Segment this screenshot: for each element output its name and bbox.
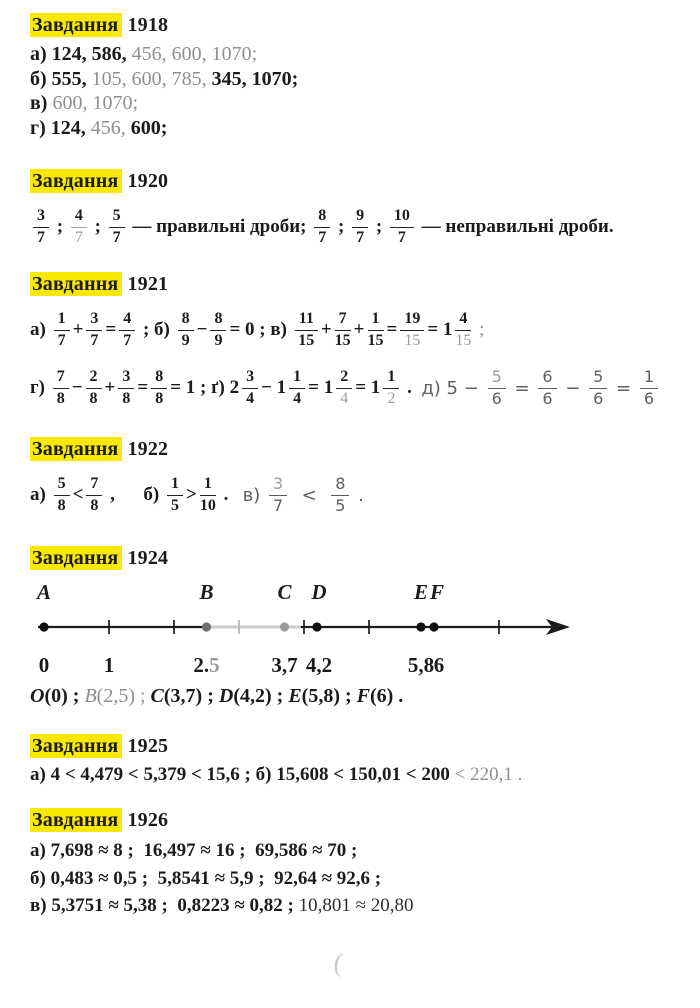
task-heading-word: Завдання [30,734,122,758]
fraction [390,207,414,247]
text-run: E [288,685,302,707]
task-section [30,809,684,920]
text-run: а) 124, 586, [30,43,132,65]
text-run: б) 0,483 ≈ 0,5 ; 5,8541 ≈ 5,9 ; 92,64 ≈ 92,6 ; [30,867,382,889]
task-section [30,273,684,412]
fraction [335,310,351,350]
math-line [30,91,684,116]
point-dot [202,622,211,631]
fraction-denominator: 15 [455,331,472,349]
text-run: (6) . [369,685,404,707]
fraction-numerator: 5 [109,207,125,227]
fraction-numerator: 8 [151,368,167,388]
task-heading [30,273,684,296]
fraction-numerator: 2 [336,368,352,388]
text-run: = [105,319,117,340]
task-heading-word: Завдання [30,13,122,37]
fraction [33,207,49,247]
text-run: D [218,685,234,707]
point-letter: B [199,580,214,604]
math-line [30,684,684,709]
text-run: . [352,484,364,506]
fraction [109,207,125,247]
task-heading [30,170,684,193]
math-line [30,67,684,92]
point-letter: E [413,580,429,604]
task-heading-word: Завдання [30,546,122,570]
math-line [30,763,684,788]
point-letter: A [36,580,52,604]
fraction [589,368,607,408]
text-run: ; [89,216,106,237]
text-run: (3,7) ; [163,685,219,707]
text-run: > [185,484,197,505]
task-heading-number: 1921 [127,273,169,295]
fraction-numerator: 6 [538,368,556,388]
fraction-denominator: 7 [356,228,365,246]
fraction-numerator: 8 [331,475,349,495]
fraction [538,368,556,408]
fraction [210,310,226,350]
axis-label: 0 [38,653,50,677]
fraction [352,207,368,247]
task-heading-number: 1925 [127,734,169,757]
fraction-denominator: 5 [170,496,179,514]
text-run: — правильні дроби; [127,216,312,237]
fraction-denominator: 7 [112,228,121,246]
point-dot [280,622,289,631]
task-heading [30,735,684,758]
text-run: O [30,685,45,707]
fraction-numerator: 8 [178,310,194,330]
text-run: C [150,685,164,707]
fraction-numerator: 11 [295,310,318,330]
fraction [86,368,102,408]
fraction [242,368,258,408]
fraction [269,475,287,515]
text-run: (2,5) ; [96,685,151,707]
fraction-numerator: 1 [368,310,384,330]
fraction-numerator: 1 [383,368,399,388]
task-heading [30,809,684,832]
fraction [151,368,167,408]
text-run: = [137,377,149,398]
fraction [295,310,318,350]
fraction-numerator: 1 [289,368,305,388]
text-run: 105, 600, 785, [91,67,207,90]
fraction [400,310,424,350]
math-line [30,306,684,354]
fraction [86,310,102,350]
fraction-denominator: 9 [214,331,223,349]
text-run: − [196,319,208,340]
fraction [53,368,69,408]
axis-label: 1 [103,653,115,677]
text-run: ; [371,216,387,237]
axis-label: 5,8 [407,653,435,677]
fraction-numerator: 3 [269,475,287,495]
fraction-numerator: 1 [167,475,183,495]
fraction [455,310,471,350]
fraction-numerator: 3 [242,368,258,388]
text-run: < [72,484,84,505]
text-run: , б) [105,484,164,505]
fraction-denominator: 7 [37,228,45,246]
fraction-numerator: 2 [86,368,102,388]
axis-label: 3,7 [271,653,298,677]
text-run: ; [333,216,350,237]
text-run: = 1 [355,377,381,398]
math-line [30,837,684,865]
text-run: 345, 1070; [206,67,299,90]
fraction-denominator: 8 [122,389,131,407]
fraction-denominator: 4 [293,389,302,407]
text-run: а) 7,698 ≈ 8 ; 16,497 ≈ 16 ; 69,586 ≈ 70 ; [30,840,358,861]
point-dot [39,622,48,631]
text-run: = [610,377,637,399]
fraction-denominator: 15 [404,331,421,349]
task-heading-word: Завдання [30,169,122,193]
text-run: F [356,685,370,707]
text-run: = 1 [308,377,334,398]
text-run: 600, 1070; [52,92,139,114]
text-run: = 1 [427,319,453,340]
fraction-numerator: 9 [352,207,368,227]
text-run: г) [30,377,50,398]
math-line [30,471,684,519]
axis-label: 6 [433,653,445,677]
text-run: = 0 ; в) [229,319,292,340]
text-run: д) 5 − [421,377,485,399]
fraction-numerator: 7 [335,310,351,330]
number-line [30,575,590,679]
text-run: а) 4 < 4,479 < 5,379 < 15,6 ; б) 15,608 < 150,01 < 200 [30,763,450,785]
number-line-figure [30,575,684,684]
task-section [30,735,684,788]
text-run: ; б) [138,319,175,340]
fraction-numerator: 5 [488,368,506,388]
text-run: 456, 600, 1070; [131,43,258,65]
fraction-denominator: 8 [89,389,98,407]
fraction-denominator: 4 [246,389,255,407]
fraction [167,475,183,515]
fraction-denominator: 4 [340,389,349,407]
text-run: = [386,319,398,340]
point-letter: D [311,580,327,604]
task-heading-number: 1926 [127,809,169,831]
text-run: < 220,1 . [449,763,523,785]
text-run: а) [30,484,51,505]
text-run: − [559,377,587,399]
axis-label: 2.5 [193,653,220,677]
fraction-denominator: 9 [181,331,190,349]
text-run: г) 124, [30,116,91,139]
task-heading-word: Завдання [30,437,122,461]
fraction [119,310,135,350]
text-run: 10,801 ≈ 20,80 [298,895,414,916]
fraction-denominator: 6 [593,388,604,408]
task-heading-number: 1924 [127,547,169,569]
fraction-denominator: 15 [367,331,384,349]
fraction-denominator: 2 [387,389,396,407]
fraction-denominator: 6 [542,388,553,408]
fraction-denominator: 8 [90,496,99,514]
scan-artifact-paren: ( [332,947,345,978]
fraction-numerator: 1 [200,475,216,495]
text-run: + [72,319,84,340]
task-heading [30,547,684,570]
fraction-denominator: 7 [74,228,83,246]
axis-label: 4,2 [305,653,333,677]
fraction-numerator: 7 [86,475,102,495]
fraction [488,368,506,408]
fraction-denominator: 8 [57,496,66,514]
fraction-numerator: 3 [33,207,49,227]
text-run: ; [474,319,485,340]
math-line [30,364,684,412]
fraction [336,368,352,408]
fraction [54,475,70,515]
text-run: + [104,377,116,398]
fraction-denominator: 6 [643,388,655,408]
text-run: + [353,319,365,340]
fraction-denominator: 6 [491,388,502,408]
point-dot [312,622,321,631]
point-dot [416,622,425,631]
task-heading [30,438,684,461]
point-letter: C [277,580,292,604]
text-run: B [84,685,97,707]
task-section [30,170,684,251]
task-section [30,14,684,140]
fraction [86,475,102,515]
text-run: = 1 ; ґ) 2 [170,377,240,398]
fraction-numerator: 7 [53,368,69,388]
point-dot [429,622,438,631]
math-line [30,42,684,67]
fraction [178,310,194,350]
fraction [368,310,384,350]
text-run: − [71,377,83,398]
text-run: в) 5,3751 ≈ 5,38 ; 0,8223 ≈ 0,82 ; [30,895,299,916]
task-heading-word: Завдання [30,272,122,296]
text-run: (5,8) ; [301,685,357,707]
fraction-denominator: 7 [397,228,406,246]
fraction [71,207,87,247]
fraction-numerator: 4 [455,310,471,330]
math-line [30,892,684,920]
fraction-numerator: 3 [86,310,102,330]
math-line [30,116,684,141]
task-heading-number: 1918 [127,14,169,36]
text-run: в) [242,484,266,506]
fraction [383,368,399,408]
fraction-denominator: 7 [123,331,132,349]
text-run: + [320,319,332,340]
task-heading [30,14,684,37]
fraction-denominator: 8 [56,389,65,407]
text-run: ; [52,216,68,237]
fraction-numerator: 1 [640,368,658,388]
task-heading-number: 1920 [127,170,169,192]
text-run: . [402,377,422,398]
text-run: б) 555, [30,67,92,90]
fraction-numerator: 3 [118,368,134,388]
math-line [30,203,684,251]
text-run: = [508,377,536,399]
text-run: (4,2) ; [233,685,289,707]
text-run: (0) ; [44,685,85,707]
task-heading-word: Завдання [30,808,122,832]
fraction-numerator: 10 [390,207,414,227]
task-section [30,547,684,709]
fraction-numerator: 19 [400,310,424,330]
fraction [289,368,305,408]
fraction-denominator: 7 [57,331,66,349]
fraction-denominator: 8 [155,389,164,407]
fraction-denominator: 15 [334,331,351,349]
point-letter: F [429,580,445,604]
fraction [331,475,349,515]
fraction [640,368,658,408]
text-run: − 1 [261,377,287,398]
task-section [30,438,684,519]
fraction-numerator: 5 [54,475,70,495]
fraction-denominator: 15 [298,331,315,349]
fraction-denominator: 7 [318,228,327,246]
text-run: 600; [125,116,168,139]
fraction [54,310,70,350]
task-heading-number: 1922 [127,438,169,460]
text-run: — неправильні дроби. [416,216,614,237]
fraction-numerator: 8 [314,207,330,227]
text-run: а) [30,319,51,340]
fraction [118,368,134,408]
text-run: < [290,484,329,506]
fraction-numerator: 5 [589,368,607,388]
fraction-numerator: 1 [54,310,70,330]
fraction-numerator: 4 [119,310,135,330]
fraction-denominator: 5 [335,495,346,515]
text-run: . [218,484,243,505]
math-line [30,865,684,893]
text-run: в) [30,92,53,114]
text-run: 456, [90,116,126,139]
fraction-numerator: 8 [210,310,226,330]
fraction-denominator: 7 [272,495,284,515]
fraction [314,207,330,247]
fraction-numerator: 4 [71,207,87,227]
fraction-denominator: 7 [90,331,99,349]
fraction-denominator: 10 [199,496,216,514]
fraction [200,475,216,515]
